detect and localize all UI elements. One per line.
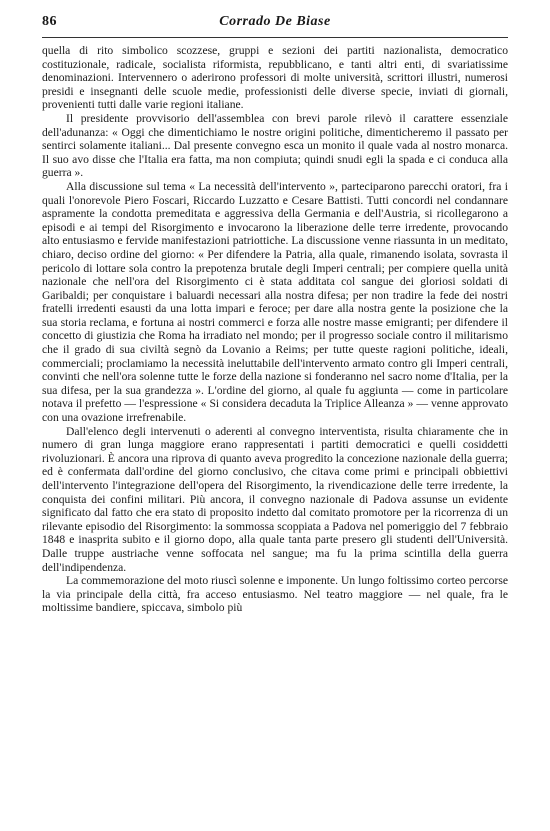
running-head: Corrado De Biase: [219, 14, 331, 29]
paragraph: Alla discussione sul tema « La necessità dell'intervento », parteciparono parecchi oratori, fra i quali l'onorevole Piero Foscari, Riccardo Luzzatto e Cesare Battisti. Tutti concordi nel condannare aspramente la condotta premeditata e aggressiva della Germania e dell'Austria, si ricollegarono a episodi e ai tempi del Risorgimento e invocarono la liberazione delle terre irredente, provocando alto entusiasmo e fervide manifestazioni patriottiche. La discussione venne riassunta in un meditato, chiaro, deciso ordine del giorno: « Per difendere la Patria, alla quale, rimanendo isolata, sovrasta il pericolo di lottare sola contro la prepotenza brutale degli Imperi centrali; per compiere quella unità nazionale che nell'ora del Risorgimento ci è stata additata col sangue dei gloriosi soldati di Garibaldi; per conquistare i baluardi necessari alla nostra difesa; per non tradire la fede dei nostri fratelli irredenti esausti da una lotta impari e feroce; per dare alla nostra gente la posizione che la sua storia reclama, e fortuna ai nostri commerci e forza alle nostre masse emigranti; per difendere il concetto di giustizia che Roma ha irradiato nel mondo; per il progresso sociale contro il militarismo che il grado di sua civiltà segnò da Lovanio a Reims; per tutte queste ragioni politiche, ideali, commerciali; proclamiamo la necessità ineluttabile dell'intervento armato contro gli Imperi centrali, convinti che nell'ora solenne tutte le forze della nazione si fonderanno nel sacro nome d'Italia, per la sua difesa, per la sua grandezza ». L'ordine del giorno, al quale fu aggiunta — come in particolare notava il prefetto — l'espressione « Si considera decaduta la Triplice Alleanza » — venne approvato con una ovazione irrefrenabile.: [42, 179, 508, 425]
body-text: [42, 44, 508, 615]
paragraph: La commemorazione del moto riuscì solenne e imponente. Un lungo foltissimo corteo percorse la via principale della città, fra acceso entusiasmo. Nel teatro maggiore — nel quale, fra le moltissime bandiere, spiccava, simbolo più: [42, 574, 508, 615]
page-number: 86: [42, 14, 57, 29]
paragraph: Dall'elenco degli intervenuti o aderenti al convegno interventista, risulta chiaramente che in numero di gran lunga maggiore erano rappresentati i partiti democratici e quelli cosiddetti rivoluzionari. È ancora una riprova di quanto aveva progredito la concezione nazionale della guerra; ed è confermata dall'ordine del giorno conclusivo, che citava come primi e principali obbiettivi dell'intervento l'integrazione dell'opera del Risorgimento, la rivendicazione delle terre irredente, la conquista dei confini militari. Più ancora, il convegno nazionale di Padova assunse un evidente significato dal fatto che era stato di proposito indetto dal comitato promotore per la ricorrenza di un rilevante episodio del Risorgimento: la sommossa scoppiata a Padova nel pomeriggio del 7 febbraio 1848 e inasprita subito e il giorno dopo, alla quale tanta parte presero gli studenti dell'Università. Dalle truppe austriache venne soffocata nel sangue; ma fu la prima scintilla della guerra dell'indipendenza.: [42, 424, 508, 574]
paragraph: Il presidente provvisorio dell'assemblea con brevi parole rilevò il carattere essenziale dell'adunanza: « Oggi che dimentichiamo le nostre origini politiche, dimenticheremo il passato per sentirci solamente italiani... Dal presente convegno esca un monito il quale vada al nostro monarca. Il suo avo disse che l'Italia era fatta, ma non compiuta; quindi snudi egli la spada e ci conduca alla guerra ».: [42, 111, 508, 180]
paragraph: quella di rito simbolico scozzese, gruppi e sezioni dei partiti nazionalista, democratico costituzionale, radicale, socialista riformista, repubblicano, e tanti altri enti, di svariatissime denominazioni. Intervennero o aderirono professori di molte università, scrittori illustri, numerosi presidi e insegnanti delle scuole medie, professionisti delle diverse specie, inviati di giornali, provenienti tutti dalle varie regioni italiane.: [42, 44, 508, 112]
header-rule: [42, 37, 508, 38]
page-header: [42, 14, 508, 36]
